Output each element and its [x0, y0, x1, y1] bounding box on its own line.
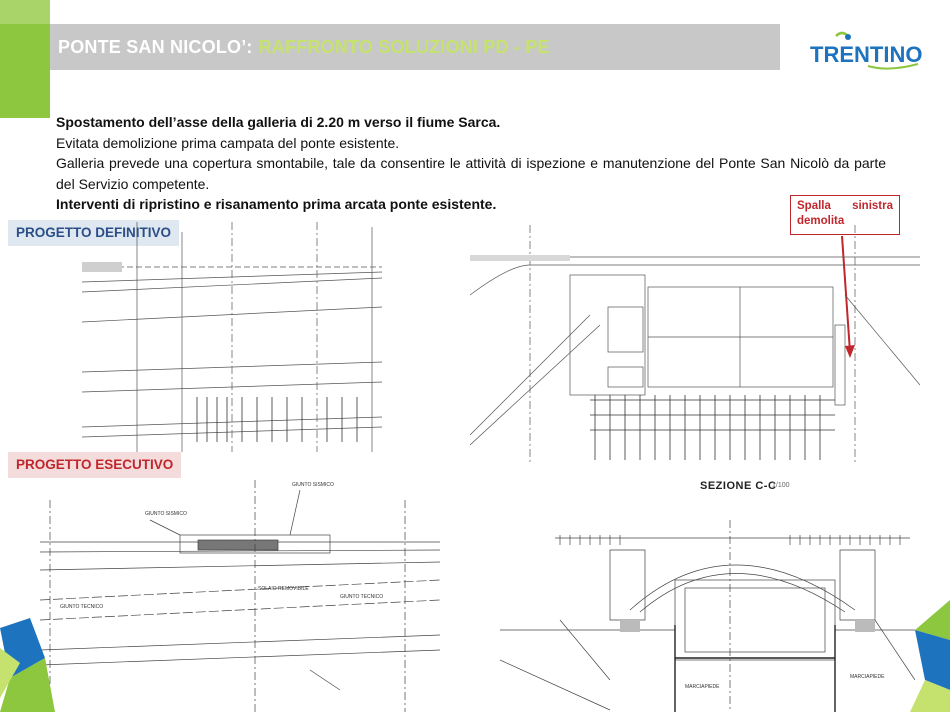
- title-accent: RAFFRONTO SOLUZIONI PD - PE: [258, 36, 550, 57]
- decorative-shards-left: [0, 618, 60, 712]
- section-title: SEZIONE C-C: [700, 480, 777, 492]
- callout-word-3: demolita: [797, 215, 845, 227]
- title-main: PONTE SAN NICOLO’:: [58, 36, 253, 57]
- note-giunto-sismico-1: GIUNTO SISMICO: [145, 511, 187, 517]
- green-accent-bar-top: [0, 0, 50, 24]
- text-line-3: Galleria prevede una copertura smontabile, tale da consentire le attività di ispezione e manutenzione del Ponte San Nicolò da parte del Servizio competente.: [56, 155, 886, 192]
- note-solaio: SOLAIO REMOVIBILE: [258, 586, 309, 592]
- callout-word-2: sinistra: [852, 200, 893, 212]
- text-line-4: Interventi di ripristino e risanamento prima arcata ponte esistente.: [56, 196, 497, 212]
- note-giunto-tecnico-2: GIUNTO TECNICO: [340, 594, 384, 600]
- logo-text: TRENTINO: [810, 42, 923, 67]
- drawing-pd-cross-section: [470, 225, 920, 465]
- section-scale: 1/100: [772, 482, 790, 489]
- description-text: [56, 112, 886, 215]
- title-band: [50, 24, 780, 70]
- callout-word-1: Spalla: [797, 200, 831, 212]
- label-progetto-definitivo: PROGETTO DEFINITIVO: [8, 220, 179, 246]
- text-line-1: Spostamento dell’asse della galleria di 2.20 m verso il fiume Sarca.: [56, 114, 501, 130]
- drawing-pd-longitudinal: [82, 222, 382, 452]
- drawing-pe-longitudinal: [40, 480, 440, 712]
- note-marciapiede-2: MARCIAPIEDE: [850, 674, 885, 680]
- note-giunto-sismico-2: GIUNTO SISMICO: [292, 482, 334, 488]
- note-marciapiede-1: MARCIAPIEDE: [685, 684, 720, 690]
- label-progetto-esecutivo: PROGETTO ESECUTIVO: [8, 452, 181, 478]
- text-line-2: Evitata demolizione prima campata del ponte esistente.: [56, 134, 400, 151]
- drawing-pe-cross-section: [500, 520, 915, 712]
- note-giunto-tecnico-1: GIUNTO TECNICO: [60, 604, 104, 610]
- decorative-shards-right: [905, 600, 950, 712]
- trentino-logo: [808, 28, 928, 72]
